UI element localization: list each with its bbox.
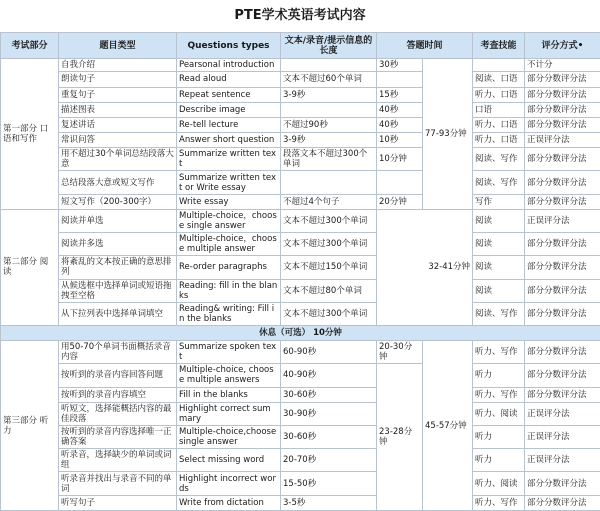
- scoring: 正误评分法: [525, 209, 600, 232]
- question-type-en: Re-tell lecture: [177, 117, 281, 132]
- break-row-label: 休息（可选） 10分钟: [1, 325, 600, 340]
- question-type-cn: 从候选框中选择单词或短语拖拽至空格: [59, 279, 177, 302]
- length-info: 20-70秒: [281, 449, 377, 472]
- scoring: 部分分数评分法: [525, 102, 600, 117]
- length-info: 文本不超过80个单词: [281, 279, 377, 302]
- skill: 听力、口语: [473, 133, 525, 148]
- table-row: [1, 194, 600, 209]
- skill: 听力、口语: [473, 87, 525, 102]
- table-row: [1, 171, 600, 194]
- question-type-cn: 听录音并找出与录音不同的单词: [59, 472, 177, 495]
- section-name: 第二部分 阅读: [1, 209, 59, 325]
- table-row: [1, 387, 600, 402]
- skill: 听力: [473, 425, 525, 448]
- question-type-en: Write essay: [177, 194, 281, 209]
- section-time: 45-57分钟: [423, 341, 473, 511]
- answer-time: 10秒: [377, 133, 423, 148]
- section-name: 第一部分 口语和写作: [1, 59, 59, 210]
- answer-time: 40秒: [377, 102, 423, 117]
- section-time: 32-41分钟: [377, 209, 473, 325]
- scoring: 正误评分法: [525, 425, 600, 448]
- answer-time: 40秒: [377, 117, 423, 132]
- header-scoring: 评分方式•: [525, 33, 600, 59]
- scoring: 部分分数评分法: [525, 117, 600, 132]
- question-type-cn: 将紊乱的文本按正确的意思排列: [59, 256, 177, 279]
- header-answer-time: 答题时间: [377, 33, 473, 59]
- length-info: 文本不超过60个单词: [281, 72, 377, 87]
- question-type-en: Summarize written text: [177, 148, 281, 171]
- skill: 听力: [473, 449, 525, 472]
- scoring: 正误评分法: [525, 402, 600, 425]
- table-row: [1, 233, 600, 256]
- table-row: [1, 72, 600, 87]
- question-type-cn: 阅读并单选: [59, 209, 177, 232]
- question-type-en: Write from dictation: [177, 495, 281, 510]
- scoring: 部分分数评分法: [525, 171, 600, 194]
- header-row: [1, 33, 600, 59]
- question-type-cn: 听短文，选择能概括内容的最佳段落: [59, 402, 177, 425]
- length-info: 文本不超过300个单词: [281, 302, 377, 325]
- scoring: 部分分数评分法: [525, 256, 600, 279]
- skill: 阅读: [473, 256, 525, 279]
- length-info: [281, 171, 377, 194]
- length-info: 文本不超过300个单词: [281, 209, 377, 232]
- length-info: 30-90秒: [281, 402, 377, 425]
- skill: 阅读: [473, 279, 525, 302]
- question-type-cn: 常识问答: [59, 133, 177, 148]
- question-type-en: Highlight incorrect words: [177, 472, 281, 495]
- question-type-en: Multiple-choice,choose single answer: [177, 425, 281, 448]
- question-type-cn: 用50-70个单词书面概括录音内容: [59, 341, 177, 364]
- skill: [473, 59, 525, 72]
- page-title: PTE学术英语考试内容: [234, 8, 366, 23]
- question-type-en: Answer short question: [177, 133, 281, 148]
- skill: 听力: [473, 364, 525, 387]
- question-type-en: Describe image: [177, 102, 281, 117]
- scoring: 部分分数评分法: [525, 72, 600, 87]
- question-type-en: Multiple-choice，choose single answer: [177, 209, 281, 232]
- skill: 阅读、写作: [473, 148, 525, 171]
- table-row: [1, 102, 600, 117]
- question-type-en: Multiple-choice，choose multiple answer: [177, 233, 281, 256]
- question-type-en: Read aloud: [177, 72, 281, 87]
- question-type-cn: 听写句子: [59, 495, 177, 510]
- scoring: 不计分: [525, 59, 600, 72]
- header-part: 考试部分: [1, 33, 59, 59]
- scoring: 正误评分法: [525, 133, 600, 148]
- question-type-cn: 听录音，选择缺少的单词或词组: [59, 449, 177, 472]
- table-row: [1, 256, 600, 279]
- skill: 听力、阅读: [473, 472, 525, 495]
- question-type-cn: 复述讲话: [59, 117, 177, 132]
- question-type-cn: 朗读句子: [59, 72, 177, 87]
- scoring: 部分分数评分法: [525, 148, 600, 171]
- question-type-cn: 按听到的录音内容回答问题: [59, 364, 177, 387]
- scoring: 部分分数评分法: [525, 279, 600, 302]
- question-type-cn: 重复句子: [59, 87, 177, 102]
- question-type-cn: 从下拉列表中选择单词填空: [59, 302, 177, 325]
- table-row: [1, 209, 600, 232]
- question-type-en: Summarize spoken text: [177, 341, 281, 364]
- question-type-en: Multiple-choice, choose multiple answers: [177, 364, 281, 387]
- question-type-cn: 自我介绍: [59, 59, 177, 72]
- scoring: 部分分数评分法: [525, 472, 600, 495]
- question-type-en: Reading& writing: Fill in the blanks: [177, 302, 281, 325]
- question-type-en: Fill in the blanks: [177, 387, 281, 402]
- question-type-cn: 按听到的录音内容选择唯一正确答案: [59, 425, 177, 448]
- header-length: 文本/录音/提示信息的长度: [281, 33, 377, 59]
- answer-time: 30秒: [377, 59, 423, 72]
- skill: 阅读、写作: [473, 302, 525, 325]
- skill: 写作: [473, 194, 525, 209]
- table-row: [1, 364, 600, 387]
- group-time: 23-28分钟: [377, 364, 423, 511]
- table-row: [1, 302, 600, 325]
- question-type-en: Pearsonal introduction: [177, 59, 281, 72]
- question-type-en: Reading: fill in the blanks: [177, 279, 281, 302]
- skill: 阅读: [473, 233, 525, 256]
- answer-time: 15秒: [377, 87, 423, 102]
- break-row: [1, 325, 600, 340]
- question-type-cn: 按听到的录音内容填空: [59, 387, 177, 402]
- scoring: 部分分数评分法: [525, 341, 600, 364]
- length-info: 3-9秒: [281, 133, 377, 148]
- length-info: 文本不超过300个单词: [281, 233, 377, 256]
- skill: 听力、写作: [473, 387, 525, 402]
- skill: 阅读、口语: [473, 72, 525, 87]
- length-info: [281, 59, 377, 72]
- exam-content-table: [0, 32, 600, 511]
- table-row: [1, 279, 600, 302]
- skill: 听力、写作: [473, 495, 525, 510]
- question-type-en: Highlight correct summary: [177, 402, 281, 425]
- skill: 口语: [473, 102, 525, 117]
- answer-time: [377, 72, 423, 87]
- table-row: [1, 148, 600, 171]
- scoring: 部分分数评分法: [525, 194, 600, 209]
- table-row: [1, 117, 600, 132]
- scoring: 部分分数评分法: [525, 233, 600, 256]
- header-questions-types: Questions types: [177, 33, 281, 59]
- length-info: 60-90秒: [281, 341, 377, 364]
- table-row: [1, 449, 600, 472]
- section-time: 77-93分钟: [423, 59, 473, 210]
- question-type-en: Repeat sentence: [177, 87, 281, 102]
- skill: 听力、口语: [473, 117, 525, 132]
- length-info: 40-90秒: [281, 364, 377, 387]
- length-info: 文本不超过150个单词: [281, 256, 377, 279]
- question-type-cn: 描述图表: [59, 102, 177, 117]
- length-info: [281, 102, 377, 117]
- table-row: [1, 425, 600, 448]
- question-type-en: Summarize written text or Write essay: [177, 171, 281, 194]
- scoring: 部分分数评分法: [525, 364, 600, 387]
- skill: 听力、阅读: [473, 402, 525, 425]
- answer-time: 20分钟: [377, 194, 423, 209]
- length-info: 不超过90秒: [281, 117, 377, 132]
- table-row: [1, 402, 600, 425]
- table-row: [1, 87, 600, 102]
- scoring: 部分分数评分法: [525, 495, 600, 510]
- question-type-en: Select missing word: [177, 449, 281, 472]
- header-skill: 考查技能: [473, 33, 525, 59]
- question-type-en: Re-order paragraphs: [177, 256, 281, 279]
- question-type-cn: 阅读并多选: [59, 233, 177, 256]
- table-row: [1, 133, 600, 148]
- scoring: 部分分数评分法: [525, 387, 600, 402]
- length-info: 不超过4个句子: [281, 194, 377, 209]
- table-row: [1, 59, 600, 72]
- length-info: 15-50秒: [281, 472, 377, 495]
- scoring: 部分分数评分法: [525, 87, 600, 102]
- length-info: 3-9秒: [281, 87, 377, 102]
- answer-time: 20-30分钟: [377, 341, 423, 364]
- answer-time: [377, 171, 423, 194]
- header-question-type: 题目类型: [59, 33, 177, 59]
- section-name: 第三部分 听力: [1, 341, 59, 511]
- skill: 阅读: [473, 209, 525, 232]
- scoring: 正误评分法: [525, 449, 600, 472]
- question-type-cn: 短文写作（200-300字）: [59, 194, 177, 209]
- skill: 阅读、写作: [473, 171, 525, 194]
- scoring: 部分分数评分法: [525, 302, 600, 325]
- question-type-cn: 总结段落大意或短文写作: [59, 171, 177, 194]
- table-row: [1, 495, 600, 510]
- answer-time: 10分钟: [377, 148, 423, 171]
- length-info: 段落文本不超过300个单词: [281, 148, 377, 171]
- length-info: 30-60秒: [281, 425, 377, 448]
- skill: 听力、写作: [473, 341, 525, 364]
- length-info: 3-5秒: [281, 495, 377, 510]
- question-type-cn: 用不超过30个单词总结段落大意: [59, 148, 177, 171]
- table-row: [1, 472, 600, 495]
- table-row: [1, 341, 600, 364]
- length-info: 30-60秒: [281, 387, 377, 402]
